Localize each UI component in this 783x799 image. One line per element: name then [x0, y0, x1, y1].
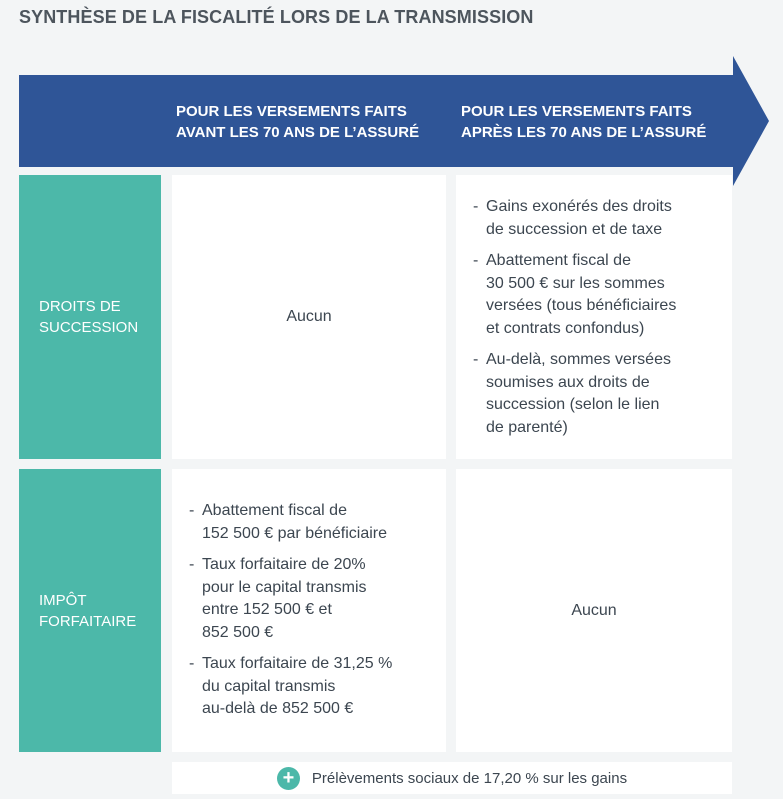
- bullet-line: 852 500 €: [202, 623, 274, 641]
- bullet-line: 152 500 € par bénéficiaire: [202, 524, 388, 542]
- bullet-line: - Abattement fiscal de: [486, 252, 631, 269]
- cell-value: Aucun: [286, 308, 332, 325]
- bullet-line: du capital transmis: [202, 677, 336, 695]
- cell-impot-after: [456, 469, 732, 752]
- bullet-line: - Abattement fiscal de: [202, 502, 347, 519]
- column-header-line: APRÈS LES 70 ANS DE L’ASSURÉ: [461, 124, 707, 141]
- cell-impot-before: [172, 469, 446, 752]
- column-header-line: POUR LES VERSEMENTS FAITS: [176, 103, 407, 120]
- cell-succession-after: [456, 175, 732, 459]
- bullet-line: - Taux forfaitaire de 20%: [202, 556, 366, 573]
- bullet-list: [189, 500, 439, 730]
- page-title: SYNTHÈSE DE LA FISCALITÉ LORS DE LA TRANSMISSION: [19, 7, 534, 27]
- row-label-line: DROITS DE: [39, 298, 121, 315]
- bullet-line: de parenté): [486, 418, 568, 436]
- row-label-impot-forfaitaire: [19, 469, 161, 752]
- row-label-line: FORFAITAIRE: [39, 612, 137, 630]
- bullet-item: [473, 250, 723, 340]
- bullet-line: et contrats confondus): [486, 319, 645, 337]
- footer-note: [172, 762, 732, 794]
- bullet-item: [189, 500, 439, 545]
- footer-text: Prélèvements sociaux de 17,20 % sur les gains: [311, 769, 628, 787]
- row-label-line: IMPÔT: [39, 591, 87, 609]
- row-label-line: SUCCESSION: [39, 319, 139, 336]
- bullet-item: [473, 196, 723, 241]
- bullet-item: [189, 554, 439, 644]
- column-header-line: AVANT LES 70 ANS DE L’ASSURÉ: [176, 124, 420, 141]
- column-header-before-70: [176, 101, 419, 143]
- bullet-item: [189, 653, 439, 721]
- bullet-line: - Taux forfaitaire de 31,25 %: [202, 655, 393, 672]
- row-label-droits-succession: [19, 175, 161, 459]
- column-header-line: POUR LES VERSEMENTS FAITS: [461, 103, 692, 120]
- bullet-list: [473, 196, 723, 448]
- bullet-line: soumises aux droits de: [486, 373, 650, 391]
- bullet-line: 30 500 € sur les sommes: [486, 274, 665, 292]
- bullet-line: pour le capital transmis: [202, 578, 367, 596]
- cell-value: Aucun: [571, 601, 617, 619]
- column-header-after-70: [461, 101, 706, 143]
- bullet-line: - Gains exonérés des droits: [486, 198, 672, 215]
- bullet-line: entre 152 500 € et: [202, 601, 332, 618]
- bullet-line: versées (tous bénéficiaires: [486, 297, 677, 314]
- bullet-line: de succession et de taxe: [486, 220, 663, 238]
- bullet-line: succession (selon le lien: [486, 396, 660, 413]
- bullet-line: au-delà de 852 500 €: [202, 700, 354, 717]
- bullet-line: - Au-delà, sommes versées: [486, 351, 671, 368]
- cell-succession-before: [172, 175, 446, 459]
- bullet-item: [473, 349, 723, 439]
- plus-icon: +: [277, 767, 300, 790]
